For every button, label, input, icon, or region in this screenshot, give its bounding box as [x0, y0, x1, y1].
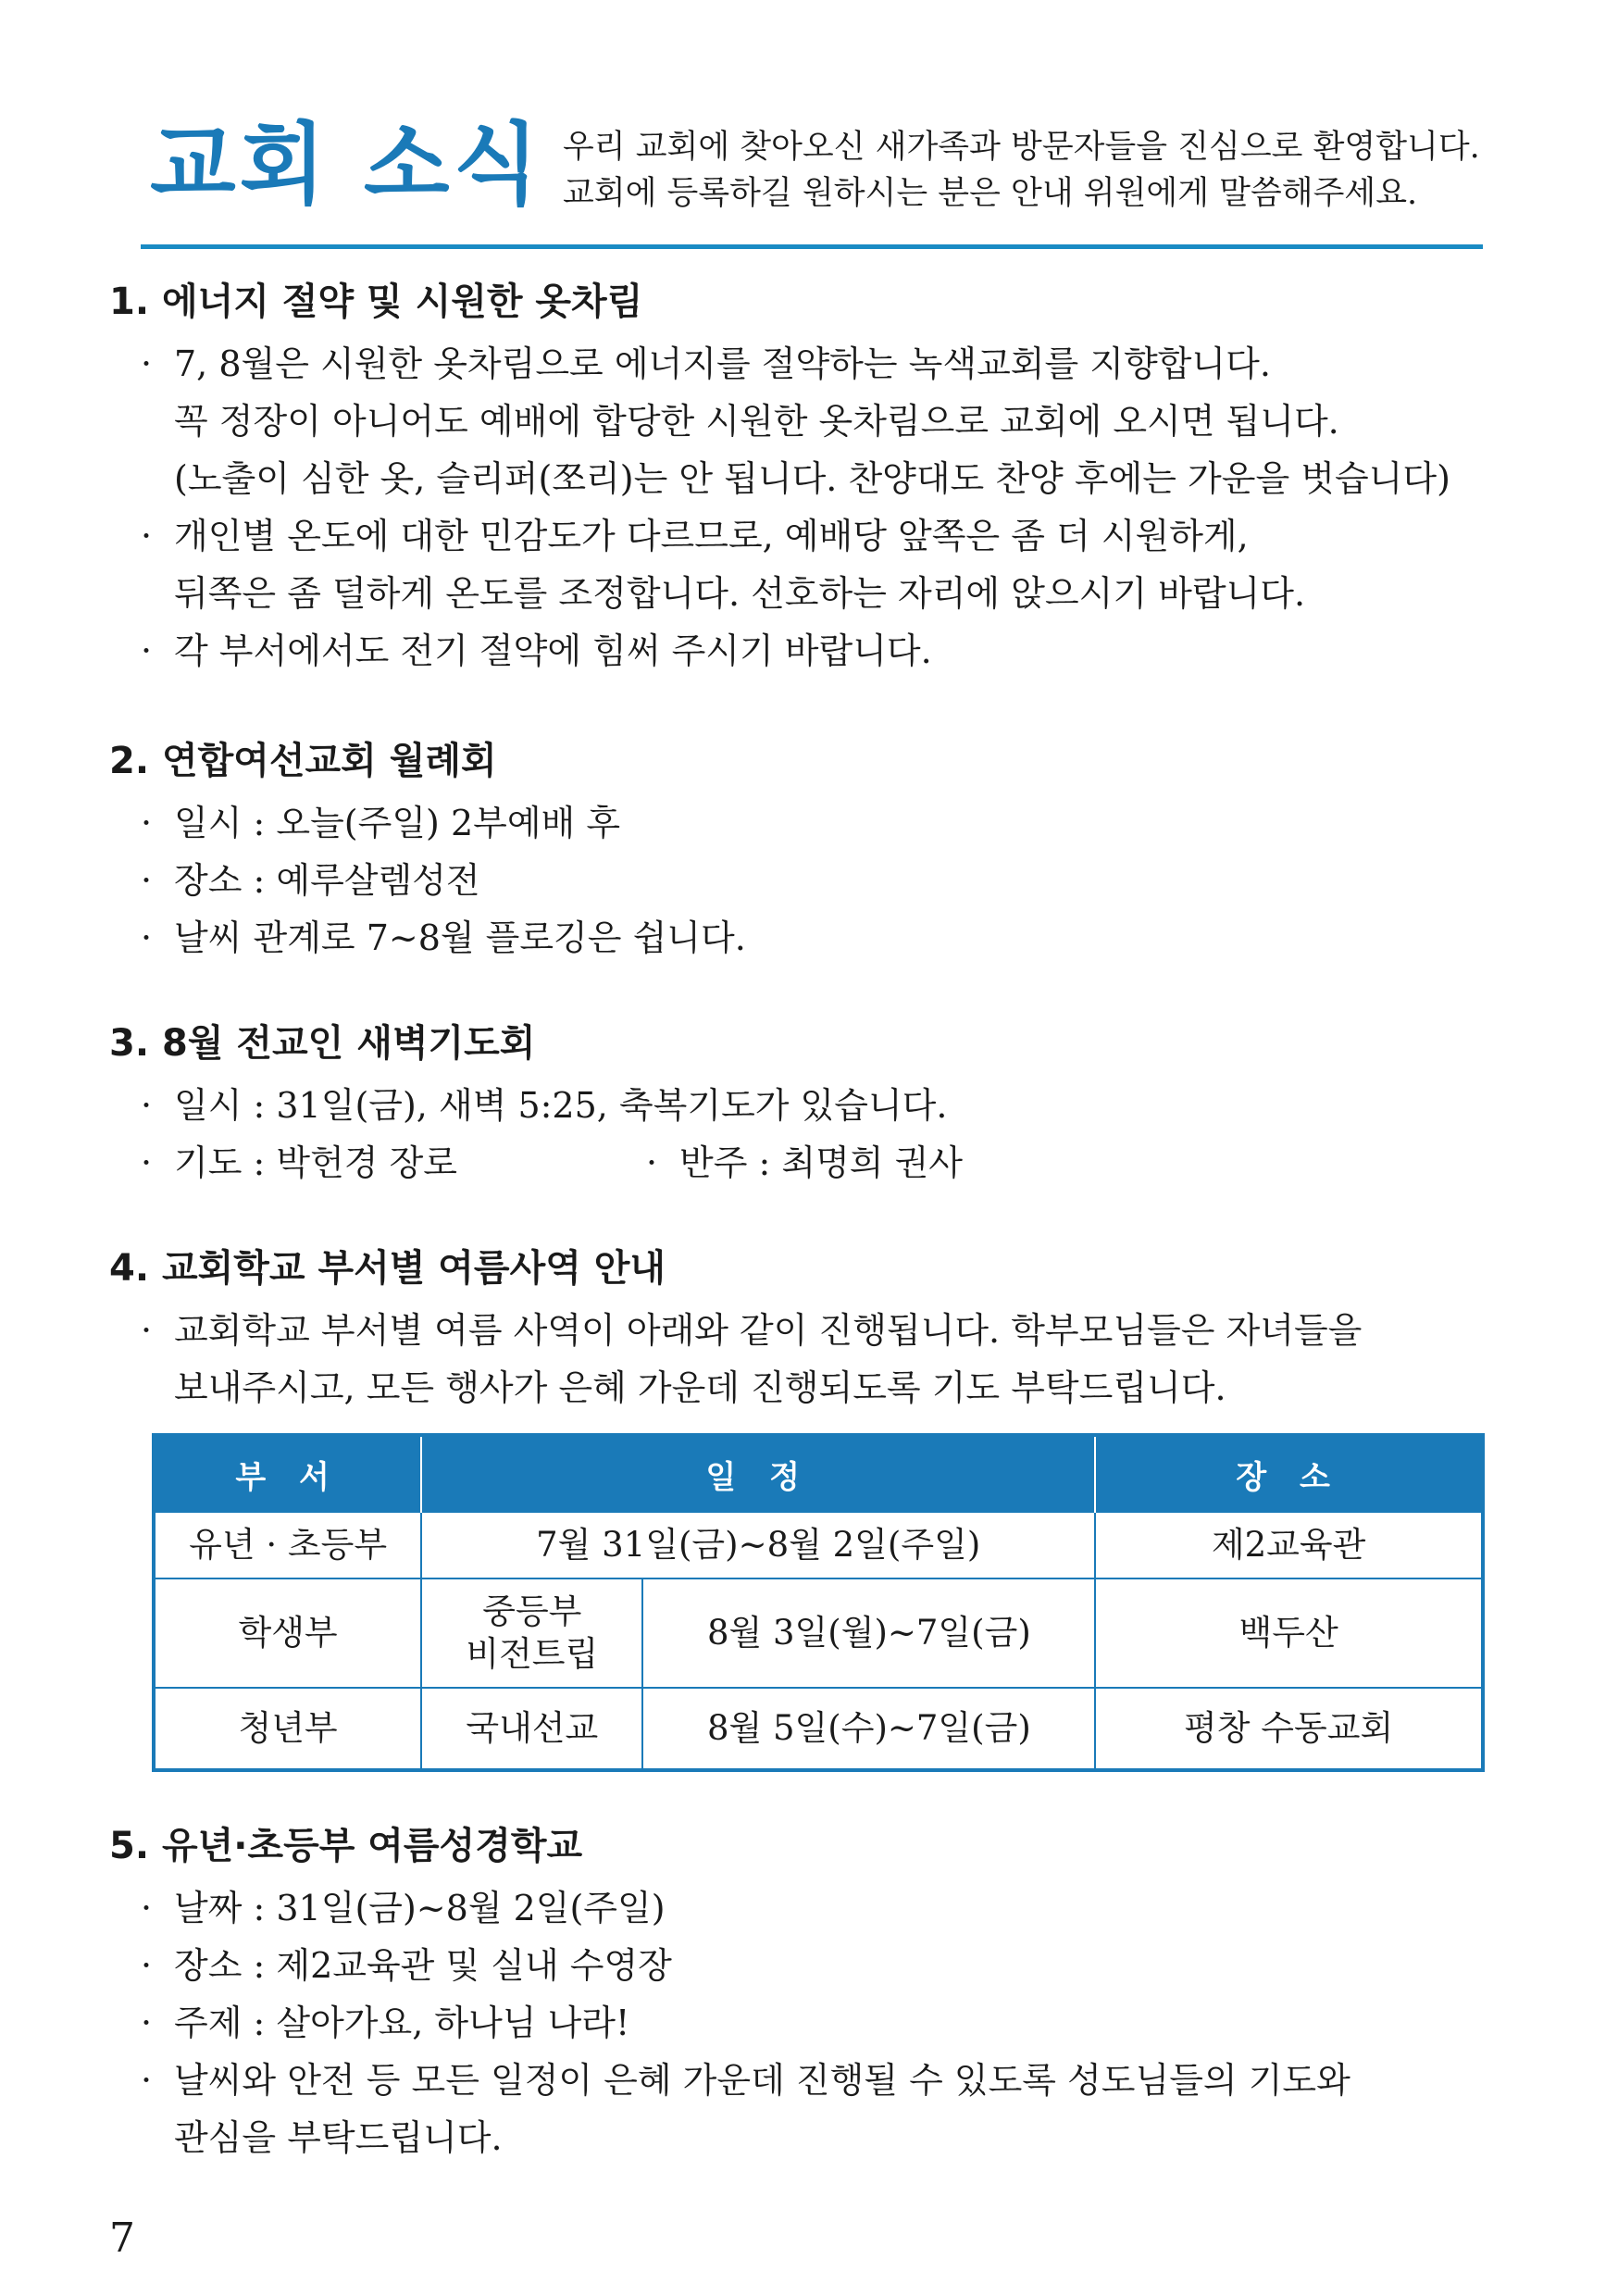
bullet-text: 일시 : 31일(금), 새벽 5:25, 축복기도가 있습니다.	[174, 1085, 948, 1126]
list-item	[109, 1879, 1525, 1937]
list-item	[109, 1077, 1525, 1134]
bullet-dot: ·	[141, 1142, 153, 1183]
section-womens-meeting	[109, 733, 1525, 967]
welcome-line-1: 우리 교회에 찾아오신 새가족과 방문자들을 진심으로 환영합니다.	[563, 129, 1480, 166]
bullet-text: 주제 : 살아가요, 하나님 나라!	[174, 2003, 630, 2043]
table-row	[154, 1578, 1483, 1688]
list-item	[109, 507, 1525, 622]
column-header: 장 소	[1095, 1435, 1483, 1512]
bullet-text: 보내주시고, 모든 행사가 은혜 가운데 진행되도록 기도 부탁드립니다.	[174, 1367, 1226, 1408]
list-item	[109, 1134, 1525, 1192]
bullet-text: 관심을 부탁드립니다.	[174, 2117, 503, 2158]
table-header-row	[154, 1435, 1483, 1512]
section-summer-ministry	[109, 1241, 1525, 1416]
bullet-dot: ·	[141, 1085, 153, 1126]
bullet-text: 장소 : 예루살렘성전	[174, 860, 480, 901]
bullet-text: 개인별 온도에 대한 민감도가 다르므로, 예배당 앞쪽은 좀 더 시원하게,	[174, 516, 1249, 556]
list-item	[109, 335, 1525, 507]
bullet-text: (노출이 심한 옷, 슬리퍼(쪼리)는 안 됩니다. 찬양대도 찬양 후에는 가운을 벗습니다)	[174, 458, 1450, 499]
bullet-dot: ·	[141, 516, 153, 556]
schedule-table	[152, 1433, 1485, 1772]
welcome-line-2: 교회에 등록하길 원하시는 분은 안내 위원에게 말씀해주세요.	[563, 175, 1418, 212]
bullet-dot: ·	[141, 2060, 153, 2101]
list-item	[109, 1937, 1525, 1994]
table-cell: 제2교육관	[1095, 1512, 1483, 1578]
bullet-dot: ·	[646, 1142, 658, 1183]
page-number: 7	[109, 2215, 135, 2262]
bullet-text: 일시 : 오늘(주일) 2부예배 후	[174, 803, 621, 843]
table-cell: 8월 3일(월)~7일(금)	[642, 1578, 1095, 1688]
bullet-text: 장소 : 제2교육관 및 실내 수영장	[174, 1945, 672, 1986]
table-cell: 8월 5일(수)~7일(금)	[642, 1688, 1095, 1770]
bullet-text: 날씨 관계로 7~8월 플로깅은 쉽니다.	[174, 917, 746, 958]
list-item	[109, 622, 1525, 680]
bullet-text: 날짜 : 31일(금)~8월 2일(주일)	[174, 1888, 666, 1928]
table-row	[154, 1688, 1483, 1770]
bullet-dot: ·	[141, 917, 153, 958]
bullet-dot: ·	[141, 1310, 153, 1351]
section-vbs	[109, 1818, 1525, 2166]
table-cell: 중등부 비전트립	[421, 1578, 642, 1688]
bullet-dot: ·	[141, 1888, 153, 1928]
section-title: 1. 에너지 절약 및 시원한 옷차림	[109, 281, 643, 323]
table-row	[154, 1512, 1483, 1578]
list-item	[109, 794, 1525, 852]
prayer-leader: 기도 : 박헌경 장로	[174, 1142, 457, 1183]
section-dawn-prayer	[109, 1016, 1525, 1192]
bullet-text: 꼭 정장이 아니어도 예배에 합당한 시원한 옷차림으로 교회에 오시면 됩니다.	[174, 401, 1339, 442]
accompanist: 반주 : 최명희 권사	[679, 1142, 963, 1183]
list-item	[109, 852, 1525, 909]
table-cell: 7월 31일(금)~8월 2일(주일)	[421, 1512, 1095, 1578]
header-divider	[141, 244, 1483, 249]
bullet-text: 각 부서에서도 전기 절약에 힘써 주시기 바랍니다.	[174, 630, 932, 671]
list-item	[109, 909, 1525, 967]
list-item	[109, 1994, 1525, 2052]
page-header	[141, 109, 1483, 248]
section-title: 3. 8월 전교인 새벽기도회	[109, 1022, 536, 1065]
bullet-dot: ·	[141, 803, 153, 843]
bullet-dot: ·	[141, 1945, 153, 1986]
table-cell: 국내선교	[421, 1688, 642, 1770]
table-cell: 평창 수동교회	[1095, 1688, 1483, 1770]
page-title: 교회 소식	[150, 113, 543, 217]
section-title: 4. 교회학교 부서별 여름사역 안내	[109, 1247, 666, 1290]
bullet-text: 교회학교 부서별 여름 사역이 아래와 같이 진행됩니다. 학부모님들은 자녀들을	[174, 1310, 1363, 1351]
section-title: 5. 유년·초등부 여름성경학교	[109, 1825, 583, 1867]
bullet-dot: ·	[141, 2003, 153, 2043]
bullet-text: 뒤쪽은 좀 덜하게 온도를 조정합니다. 선호하는 자리에 앉으시기 바랍니다.	[174, 573, 1306, 614]
column-header: 일 정	[421, 1435, 1095, 1512]
table-cell: 유년 · 초등부	[154, 1512, 421, 1578]
bullet-dot: ·	[141, 860, 153, 901]
bullet-dot: ·	[141, 343, 153, 384]
bullet-dot: ·	[141, 630, 153, 671]
table-cell: 청년부	[154, 1688, 421, 1770]
bullet-text: 7, 8월은 시원한 옷차림으로 에너지를 절약하는 녹색교회를 지향합니다.	[174, 343, 1271, 384]
list-item	[109, 1302, 1525, 1416]
welcome-text	[563, 124, 1480, 217]
list-item	[109, 2052, 1525, 2166]
section-title: 2. 연합여선교회 월례회	[109, 740, 497, 782]
bullet-text: 날씨와 안전 등 모든 일정이 은혜 가운데 진행될 수 있도록 성도님들의 기도와	[174, 2060, 1350, 2101]
column-header: 부 서	[154, 1435, 421, 1512]
section-energy	[109, 274, 1525, 680]
table-cell: 학생부	[154, 1578, 421, 1688]
table-cell: 백두산	[1095, 1578, 1483, 1688]
